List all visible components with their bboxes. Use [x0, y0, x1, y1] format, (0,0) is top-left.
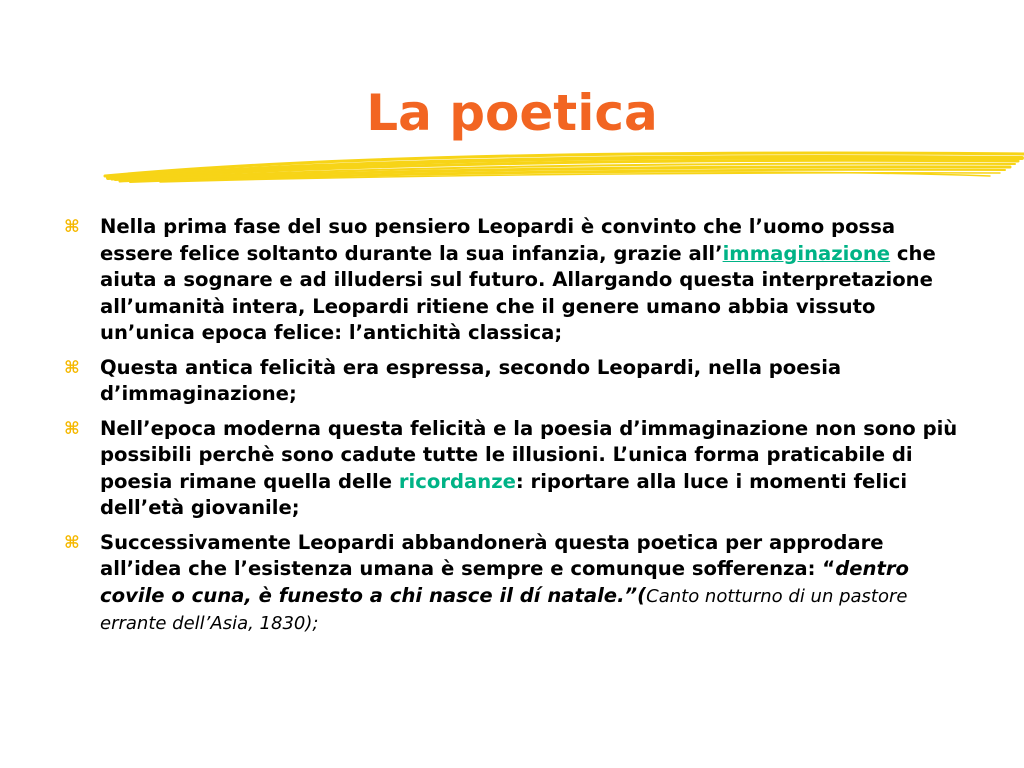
quote-close: ”(	[624, 583, 647, 607]
title-underline-brushstroke	[100, 148, 1024, 188]
bullet-item	[64, 416, 964, 522]
bullet-text: che aiuta a sognare e ad illudersi sul futuro. Allargando questa interpretazione all’umanità intera, Leopardi ritiene che il genere umano abbia vissuto un’unica epoca felice: l’antichità classica;	[100, 241, 936, 344]
poem-citation: Canto notturno di un pastore errante dell’Asia, 1830);	[100, 585, 908, 634]
bullet-text: Nell’epoca moderna questa felicità e la poesia d’immaginazione non sono più possibili perchè sono cadute tutte le illusioni. L’unica forma praticabile di poesia rimane quella delle	[100, 416, 958, 493]
command-icon: ⌘	[64, 217, 80, 237]
slide-title: La poetica	[366, 84, 658, 142]
bullet-text: Nella prima fase del suo pensiero Leopardi è convinto che l’uomo possa essere felice soltanto durante la sua infanzia, grazie all’	[100, 215, 896, 265]
command-icon: ⌘	[64, 532, 80, 553]
command-icon: ⌘	[64, 418, 80, 439]
bullet-item	[64, 355, 964, 408]
bullet-text: Questa antica felicità era espressa, secondo Leopardi, nella poesia d’immaginazione;	[100, 355, 842, 405]
bullet-text: : riportare alla luce i momenti felici dell’età giovanile;	[100, 469, 908, 519]
bullet-text: Successivamente Leopardi abbandonerà questa poetica per approdare all’idea che l’esistenza umana è sempre e comunque sofferenza: “	[100, 530, 884, 580]
highlight-ricordanze: ricordanze	[398, 469, 516, 493]
command-icon: ⌘	[64, 357, 80, 378]
poem-quote: dentro covile o cuna, è funesto a chi nasce il dí natale.	[100, 557, 909, 607]
bullet-list	[64, 214, 964, 646]
bullet-item	[64, 530, 964, 638]
highlight-link-immaginazione[interactable]: immaginazione	[722, 241, 891, 265]
bullet-item	[64, 214, 964, 347]
